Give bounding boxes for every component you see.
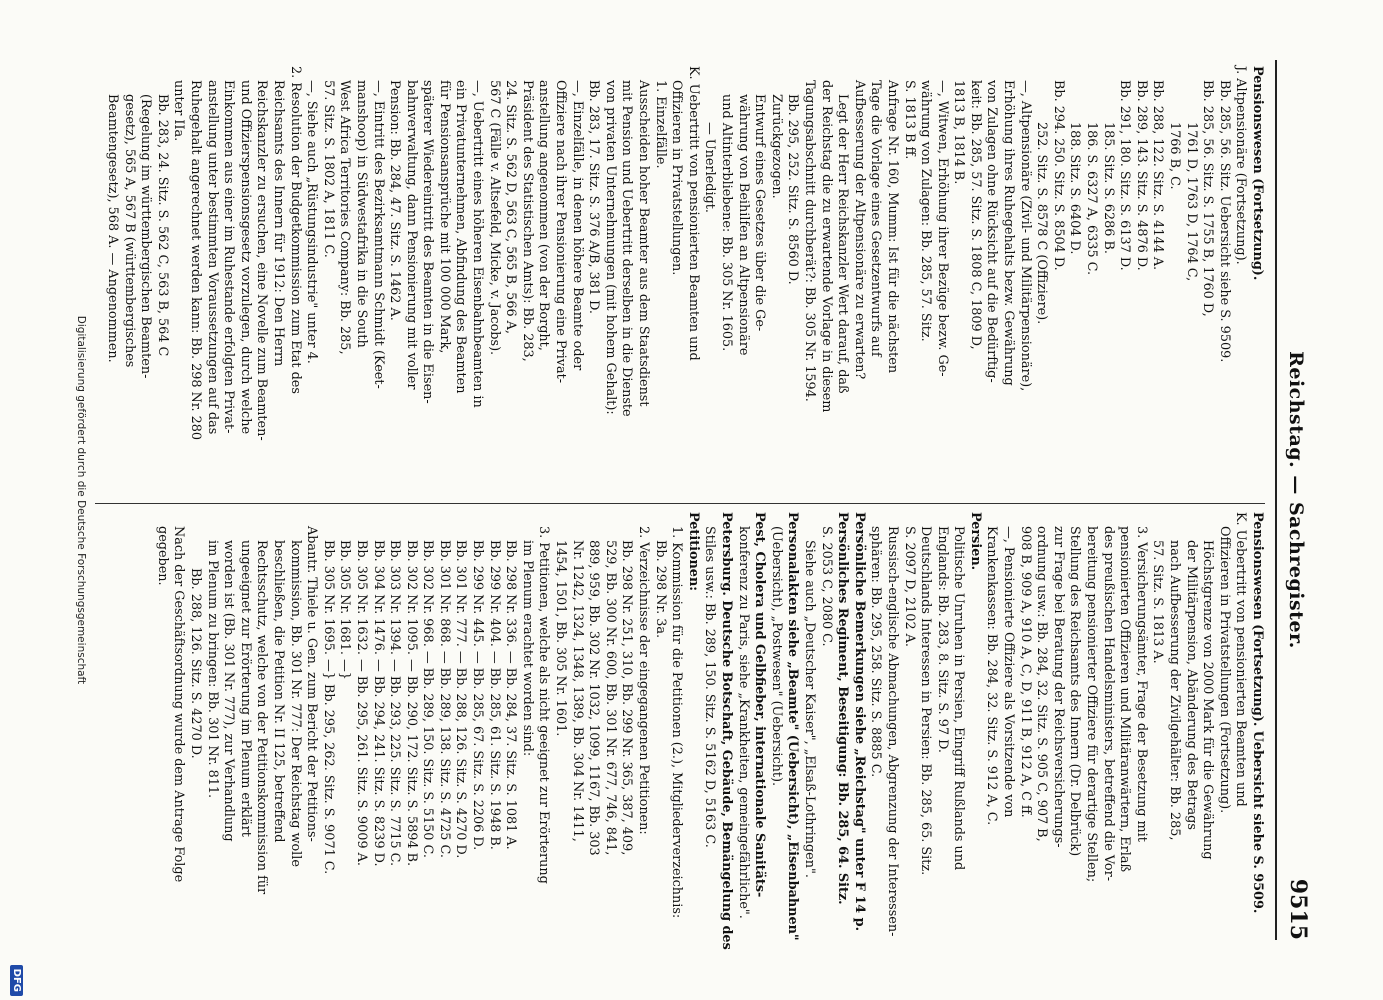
index-line: Legt der Herr Reichskanzler Wert darauf, daß <box>835 94 851 394</box>
index-line: Bb. 285, 56. Sitz. Uebersicht siehe S. 9509. <box>1216 80 1232 363</box>
index-heading: Pensionswesen (Fortsetzung). Uebersicht siehe S. 9509. <box>1250 512 1265 914</box>
column-divider <box>95 503 1265 504</box>
index-line: der Militärpension, Abänderung des Betrags <box>1183 540 1199 830</box>
index-line: Stellung des Reichsamts des Innern (Dr. Delbrück) <box>1067 526 1083 857</box>
index-line: Politische Unruhen in Persien, Eingriff Rußlands und <box>951 526 967 871</box>
index-line: 188. Sitz. S. 6404 D. <box>1067 122 1083 255</box>
index-line: —, Eintritt des Bezirksamtmann Schmidt (Keet- <box>370 80 386 389</box>
index-line: Bb. 299 Nr. 404. — Bb. 285, 61. Sitz. S. 1948 B. <box>486 540 502 850</box>
index-line: 3. Petitionen, welche als nicht geeignet zur Erörterung <box>536 526 552 884</box>
index-line: —, Witwen, Erhöhung ihrer Bezüge bezw. Ge- <box>934 80 950 377</box>
page-number: 9515 <box>1285 878 1311 940</box>
index-line: (Regelung im württembergischen Beamten- <box>138 94 154 379</box>
index-line: bahnverwaltung, dann Pensionierung mit voller <box>403 80 419 390</box>
index-heading: Personalakten siehe „Beamte" (Uebersicht), „Eisenbahnen" <box>785 512 801 941</box>
index-line: von Zulagen ohne Rücksicht auf die Bedürftig- <box>984 80 1000 383</box>
index-line: im Plenum zu bringen: Bb. 301 Nr. 811. <box>204 540 220 799</box>
index-line: bereitung pensionierter Offiziere für derartige Stellen; <box>1084 526 1100 883</box>
index-line: S. 2097 D, 2102 A. <box>901 526 917 647</box>
index-line: —, Einzelfälle, in denen höhere Beamte oder <box>569 80 585 371</box>
index-line: Ausscheiden hoher Beamter aus dem Staatsdienst <box>636 80 652 407</box>
index-line: 2. Resolution der Budgetkommission zum Etat des <box>287 66 303 394</box>
index-line: 3. Versicherungsämter, Frage der Besetzung mit <box>1133 526 1149 842</box>
index-line: pensionierten Offizieren und Militäranwärtern, Erlaß <box>1117 526 1133 873</box>
index-line: 567 C (Fälle v. Altsefeld, Micke, v. Jacobs). <box>486 80 502 356</box>
index-line: Bb. 302 Nr. 1095. — Bb. 290, 172. Sitz. S. 5894 B. <box>403 540 419 867</box>
index-line: 186. S. 6327 A, 6335 C. <box>1084 122 1100 276</box>
index-line: Präsident des Statistischen Amts): Bb. 283, <box>519 80 535 362</box>
index-line: Stiles usw.: Bb. 289, 150. Sitz. S. 5162 D, 5163 C. <box>702 526 718 848</box>
index-line: Entwurf eines Gesetzes über die Ge- <box>752 94 768 332</box>
page-title: Reichstag. — Sachregister. <box>1285 351 1307 649</box>
index-line: ein Privatunternehmen, Abfindung des Beamten <box>453 80 469 394</box>
index-heading: Pensionswesen (Fortsetzung). <box>1250 66 1265 281</box>
index-line: Bb. 288, 122. Sitz. S. 4144 A. <box>1150 80 1166 271</box>
index-line: ungeeignet zur Erörterung im Plenum erklärt <box>237 540 253 837</box>
index-line: Nr. 1242, 1324, 1348, 1389, Bb. 304 Nr. 1411, <box>569 540 585 842</box>
index-line: und Offizierspensionsgesetz vorzulegen, durch welche <box>237 80 253 435</box>
index-line: Bb. 305 Nr. 1632. — Bb. 295, 261. Sitz. S. 9009 A. <box>353 540 369 866</box>
index-line: Anfrage Nr. 160, Mumm: Ist für die nächsten <box>884 80 900 374</box>
dfg-logo: DFG <box>10 965 23 996</box>
index-line: Offizieren in Privatstellungen. <box>669 80 685 276</box>
index-line: Bb. 299 Nr. 445. — Bb. 285, 67. Sitz. S. 2206 D. <box>470 540 486 851</box>
index-heading: Petitionen: <box>685 512 701 591</box>
left-column <box>103 66 1265 496</box>
index-line: Deutschlands Interessen in Persien: Bb. 285, 65. Sitz. <box>918 526 934 876</box>
index-line: anstellung angenommen (von der Borght, <box>536 80 552 351</box>
index-line: Bb. 303 Nr. 1394. — Bb. 293, 225. Sitz. S. 7715 C. <box>387 540 403 867</box>
index-heading: Persien. <box>967 512 983 571</box>
index-line: mit Pension und Uebertritt derselben in die Dienste <box>619 80 635 417</box>
index-line: Rechtsschutz, welche von der Petitionskommission für <box>254 540 270 895</box>
index-line: Bb. 305 Nr. 1695. —} Bb. 295, 262. Sitz. S. 9071 C. <box>320 540 336 875</box>
index-line: (Uebersicht), „Postwesen" (Uebersicht). <box>768 526 784 787</box>
index-line: sphären: Bb. 295, 258. Sitz. S. 8885 C. <box>868 526 884 778</box>
index-line: manshoop) in Südwestafrika in die South <box>353 80 369 348</box>
index-heading: Persönliches Regiment, Beseitigung: Bb. 285, 64. Sitz. <box>835 512 851 905</box>
index-line: K. Uebertritt von pensionierten Beamten und <box>1233 512 1249 807</box>
index-line: Bb. 302 Nr. 968. — Bb. 289, 150. Sitz. S. 5150 C. <box>420 540 436 858</box>
index-line: Bb. 291, 180. Sitz. S. 6137 D. <box>1117 80 1133 271</box>
index-line: Reichsamts des Innern für 1912: Den Herrn <box>270 80 286 367</box>
index-line: Bb. 298 Nr. 251, 310, Bb. 299 Nr. 365, 387, 409, <box>619 540 635 856</box>
index-line: West Africa Territories Company: Bb. 285, <box>337 80 353 355</box>
index-line: Nach der Geschäftsordnung wurde dem Antrage Folge <box>171 526 187 883</box>
index-line: —, Siehe auch „Rüstungsindustrie" unter 4. <box>304 80 320 364</box>
index-line: 57. Sitz. S. 1813 A. <box>1150 540 1166 664</box>
index-line: unter IIa. <box>171 80 187 142</box>
index-line: —, Altpensionäre (Zivil- und Militärpensionäre), <box>1017 80 1033 392</box>
index-line: 908 B, 909 A, 910 A, C, D, 911 B, 912 A, C ff. <box>1017 526 1033 818</box>
index-line: und Altinterbliebene: Bb. 305 Nr. 1605. <box>719 94 734 352</box>
index-line: Offizieren in Privatstellungen (Fortsetzung). <box>1216 526 1232 814</box>
index-line: Einkommen aus einer im Ruhestande erfolgten Privat- <box>221 80 237 434</box>
index-line: 1761 D, 1763 D, 1764 C, <box>1183 122 1199 282</box>
index-heading: Petersburg. Deutsche Botschaft, Gebäude, Bemängelung des <box>719 512 734 950</box>
index-line: Pension: Bb. 284, 47. Sitz. S. 1462 A. <box>387 80 403 321</box>
index-line: 2. Verzeichnisse der eingegangenen Petitionen: <box>636 526 652 835</box>
index-line: S. 1813 B ff. <box>901 80 917 160</box>
index-line: währung von Beihilfen an Altpensionäre <box>735 94 751 356</box>
index-line: Bb. 305 Nr. 1681. —} <box>337 540 353 680</box>
index-line: späterer Wiedereintritt des Beamten in die Eisen- <box>420 80 436 404</box>
index-line: 1. Kommission für die Petitionen (2.), Mitgliederverzeichnis: <box>669 526 685 919</box>
index-line: Höchstgrenze von 2000 Mark für die Gewährung <box>1200 540 1216 860</box>
digitization-credit: Digitalisierung gefördert durch die Deutsche Forschungsgemeinschaft <box>75 315 87 685</box>
index-line: —, Uebertritt eines höheren Eisenbahnbeamten in <box>470 80 486 408</box>
index-line: 57. Sitz. S. 1802 A, 1811 C. <box>320 80 336 258</box>
index-line: 252. Sitz. S. 8578 C (Offiziere). <box>1034 122 1050 325</box>
index-line: nach Aufbesserung der Zivilgehälter: Bb. 285, <box>1167 540 1183 841</box>
index-line: 24. Sitz. S. 562 D, 563 C, 565 B, 566 A, <box>503 80 519 334</box>
index-line: Bb. 288, 126. Sitz. S. 4270 D. <box>188 568 203 759</box>
index-line: 1. Einzelfälle. <box>652 80 668 169</box>
index-line: Bb. 298 Nr. 3a. <box>652 540 668 639</box>
index-line: S. 2053 C, 2080 C. <box>818 526 834 647</box>
index-line: konferenz zu Paris, siehe „Krankheiten, gemeingefährliche". <box>735 526 751 919</box>
index-line: Bb. 285, 56. Sitz. S. 1755 B, 1760 D, <box>1200 80 1216 317</box>
index-line: Bb. 295, 252. Sitz. S. 8560 D. <box>785 94 801 285</box>
index-line: Tagungsabschnitt durchberät?: Bb. 305 Nr. 1594. <box>801 80 817 402</box>
index-line: von privaten Unternehmungen (mit hohem Gehalt): <box>602 80 618 415</box>
index-line: Beamtengesetz), 568 A. — Angenommen. <box>105 94 121 363</box>
index-line: Bb. 301 Nr. 777. — Bb. 288, 126. Sitz. S. 4270 D. <box>453 540 469 859</box>
index-line: 185. Sitz. S. 6286 B. <box>1100 122 1116 254</box>
right-column <box>153 512 1265 950</box>
index-line: Bb. 294. 250. Sitz. S. 8504 D. <box>1050 80 1066 271</box>
index-line: Bb. 283, 24. Sitz. S. 562 C, 563 B, 564 C <box>154 94 170 357</box>
index-line: —, Pensionierte Offiziere als Vorsitzende von <box>1001 526 1017 818</box>
index-line: — Unerledigt. <box>702 122 718 213</box>
index-line: 1813 B, 1814 B. <box>951 80 967 185</box>
index-line: Siehe auch „Deutscher Kaiser", „Elsaß-Lothringen". <box>801 540 817 878</box>
index-line: Bb. 298 Nr. 336. — Bb. 284, 37. Sitz. S. 1081 A. <box>503 540 519 850</box>
index-line: kommission, Bb. 301 Nr. 777: Der Reichstag wolle <box>287 540 303 867</box>
index-line: 1454, 1501, Bb. 305 Nr. 1601. <box>553 540 569 737</box>
index-line: 1766 B, C. <box>1167 122 1183 190</box>
index-line: zur Frage bei Beratung der Reichsversicherungs- <box>1050 526 1066 848</box>
running-head <box>1275 60 1311 940</box>
index-line: ordnung usw.: Bb. 284, 32. Sitz. S. 905 C, 907 B, <box>1034 526 1050 842</box>
index-line: währung von Zulagen: Bb. 285, 57. Sitz. <box>918 80 934 342</box>
index-line: des preußischen Handelsministers, betreffend die Vor- <box>1100 526 1116 882</box>
index-line: Aufbesserung der Altpensionäre zu erwarten? <box>851 80 867 380</box>
index-line: Krankenkassen: Bb. 284, 32. Sitz. S. 912 A, C. <box>984 526 1000 826</box>
index-line: gesetz), 565 A, 567 B (württembergisches <box>121 94 137 368</box>
index-line: Ruhegehalt angerechnet werden kann: Bb. 298 Nr. 280 <box>188 80 203 441</box>
index-line: Russisch-englische Abmachungen, Abgrenzung der Interessen- <box>884 526 900 937</box>
index-line: Bb. 301 Nr. 868. — Bb. 289, 138. Sitz. S. 4725 C. <box>436 540 452 858</box>
index-line: J. Altpensionäre (Fortsetzung). <box>1233 66 1249 265</box>
index-line: Offiziere nach ihrer Pensionierung eine Privat- <box>553 80 569 384</box>
index-line: 529, Bb. 300 Nr. 600, Bb. 301 Nr. 677, 746, 841, <box>602 540 618 856</box>
index-line: beschließen, die Petition Nr. II 125, betreffend <box>270 540 286 843</box>
index-line: der Reichstag die zu erwartende Vorlage in diesem <box>818 80 834 413</box>
index-line: anstellung unter bestimmten Voraussetzungen auf das <box>204 80 220 435</box>
index-line: keit: Bb. 285, 57. Sitz. S. 1808 C, 1809 D, <box>967 80 983 350</box>
index-line: für Pensionsansprüche mit 100 000 Mark, <box>436 80 452 354</box>
index-line: gegeben. <box>154 526 170 586</box>
index-line: worden ist (Bb. 301 Nr. 777), zur Verhandlung <box>221 540 237 842</box>
index-line: 889, 959, Bb. 302 Nr. 1032, 1099, 1167, Bb. 303 <box>586 540 602 856</box>
index-heading: Persönliche Bemerkungen siehe „Reichstag" unter F 14 p. <box>851 512 867 932</box>
index-line: Englands: Bb. 283, 8. Sitz. S. 97 D. <box>934 526 950 753</box>
index-heading: Pest, Cholera und Gelbfieber, internationale Sanitäts- <box>752 512 768 898</box>
index-line: im Plenum erachtet worden sind: <box>519 540 535 757</box>
index-line: Zurückgezogen. <box>768 94 784 199</box>
index-line: Erhöhung ihres Ruhegehalts bezw. Gewährung <box>1001 80 1017 386</box>
index-line: K. Uebertritt von pensionierten Beamten und <box>685 66 701 361</box>
index-line: Bb. 289, 143. Sitz. S. 4876 D. <box>1133 80 1149 271</box>
index-line: Reichskanzler zu ersuchen, eine Novelle zum Beamten- <box>254 80 270 441</box>
index-line: Abantr. Thiele u. Gen. zum Bericht der Petitions- <box>304 526 320 842</box>
index-line: Bb. 283, 17. Sitz. S. 376 A/B, 381 D. <box>586 80 602 314</box>
index-line: Tage die Vorlage eines Gesetzentwurfs auf <box>868 80 884 357</box>
index-line: Bb. 304 Nr. 1476. — Bb. 294, 241. Sitz. S. 8239 D. <box>370 540 386 867</box>
